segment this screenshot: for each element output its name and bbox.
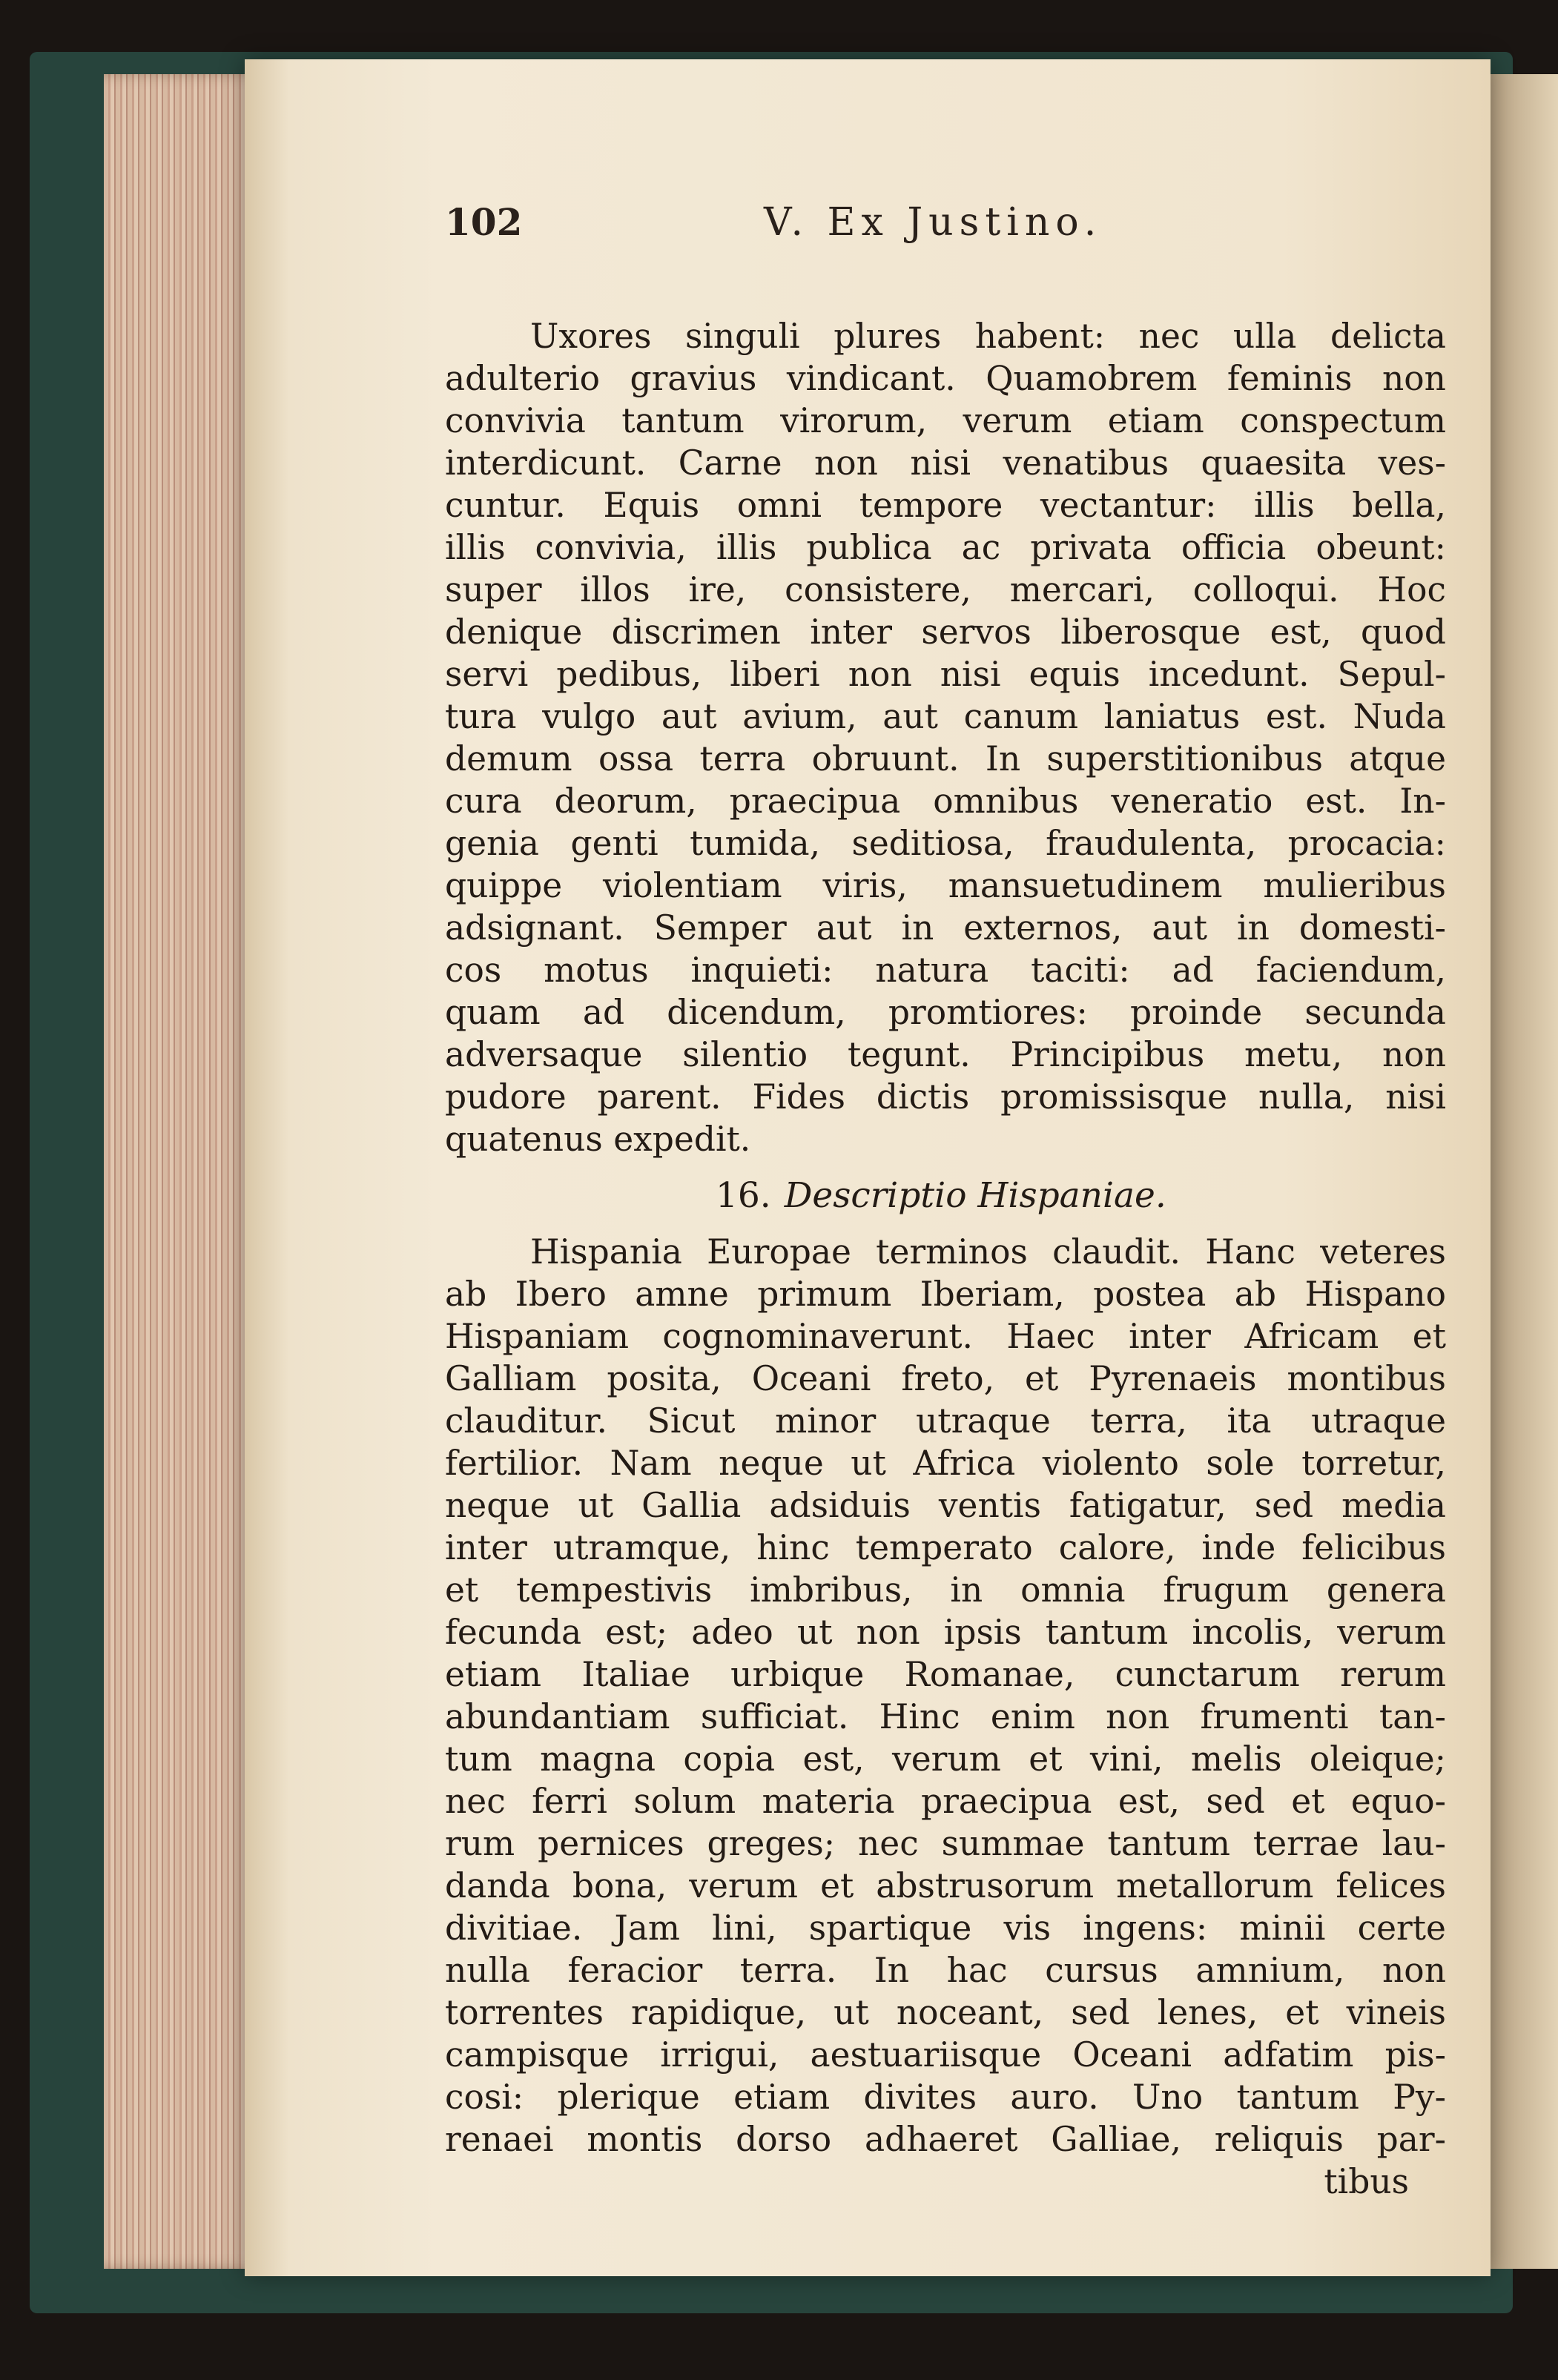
text-line: torrentes rapidique, ut noceant, sed lenes, et vineis [445,1993,1446,2032]
page-number: 102 [445,200,523,244]
text-line: nulla feracior terra. In hac cursus amnium, non [445,1951,1446,1990]
text-line: pudore parent. Fides dictis promissisque nulla, nisi [445,1077,1446,1117]
text-line: fertilior. Nam neque ut Africa violento sole torretur, [445,1444,1446,1483]
text-line: interdicunt. Carne non nisi venatibus quaesita ves- [445,443,1446,483]
text-line: Hispaniam cognominaverunt. Haec inter Africam et [445,1317,1446,1356]
text-line: divitiae. Jam lini, spartique vis ingens: minii certe [445,1908,1446,1948]
text-line: ab Ibero amne primum Iberiam, postea ab Hispano [445,1275,1446,1314]
text-line: cuntur. Equis omni tempore vectantur: illis bella, [445,486,1446,525]
text-line: quatenus expedit. [445,1120,751,1159]
text-line: quam ad dicendum, promtiores: proinde secunda [445,993,1446,1032]
text-line: denique discrimen inter servos liberosque est, quod [445,612,1446,652]
text-line: neque ut Gallia adsiduis ventis fatigatur, sed media [445,1486,1446,1525]
text-line: nec ferri solum materia praecipua est, sed et equo- [445,1782,1446,1821]
paragraph-1 [445,315,1446,1160]
text-line: Uxores singuli plures habent: nec ulla delicta [530,317,1446,356]
section-number: 16. [716,1175,771,1216]
facing-page-edge [1491,74,1558,2269]
text-line: rum pernices greges; nec summae tantum terrae lau- [445,1824,1446,1863]
page-header [445,193,1453,260]
paragraph-2 [445,1231,1446,2161]
text-line: servi pedibus, liberi non nisi equis incedunt. Sepul- [445,655,1446,694]
body-text [445,315,1446,2203]
text-line: quippe violentiam viris, mansuetudinem mulieribus [445,866,1446,905]
text-line: Galliam posita, Oceani freto, et Pyrenaeis montibus [445,1359,1446,1398]
text-line: danda bona, verum et abstrusorum metallorum felices [445,1866,1446,1905]
text-line: super illos ire, consistere, mercari, colloqui. Hoc [445,570,1446,609]
section-title: Descriptio Hispaniae. [784,1175,1166,1216]
text-line: demum ossa terra obruunt. In superstitionibus atque [445,739,1446,779]
text-line: adulterio gravius vindicant. Quamobrem feminis non [445,359,1446,398]
catchword: tibus [1324,2162,1409,2201]
text-line: convivia tantum virorum, verum etiam conspectum [445,401,1446,440]
text-line: etiam Italiae urbique Romanae, cunctarum rerum [445,1655,1446,1694]
text-line: adsignant. Semper aut in externos, aut in domesti- [445,908,1446,948]
running-head: V. Ex Justino. [764,200,1103,245]
book-page [245,59,1491,2276]
text-line: fecunda est; adeo ut non ipsis tantum incolis, verum [445,1613,1446,1652]
text-line: cura deorum, praecipua omnibus veneratio est. In- [445,781,1446,821]
section-heading [445,1171,1446,1220]
text-line: cosi: plerique etiam divites auro. Uno tantum Py- [445,2077,1446,2117]
text-line: cos motus inquieti: natura taciti: ad faciendum, [445,951,1446,990]
text-line: tum magna copia est, verum et vini, melis oleique; [445,1739,1446,1779]
text-line: clauditur. Sicut minor utraque terra, ita utraque [445,1401,1446,1441]
text-line: abundantiam sufficiat. Hinc enim non frumenti tan- [445,1697,1446,1736]
text-line: renaei montis dorso adhaeret Galliae, reliquis par- [445,2120,1446,2159]
text-line: campisque irrigui, aestuariisque Oceani adfatim pis- [445,2035,1446,2075]
text-line: inter utramque, hinc temperato calore, inde felicibus [445,1528,1446,1567]
text-line: tura vulgo aut avium, aut canum laniatus est. Nuda [445,697,1446,736]
text-line: illis convivia, illis publica ac privata officia obeunt: [445,528,1446,567]
text-line: Hispania Europae terminos claudit. Hanc veteres [530,1232,1446,1272]
text-line: genia genti tumida, seditiosa, fraudulenta, procacia: [445,824,1446,863]
text-line: et tempestivis imbribus, in omnia frugum genera [445,1570,1446,1610]
text-line: adversaque silentio tegunt. Principibus metu, non [445,1035,1446,1074]
